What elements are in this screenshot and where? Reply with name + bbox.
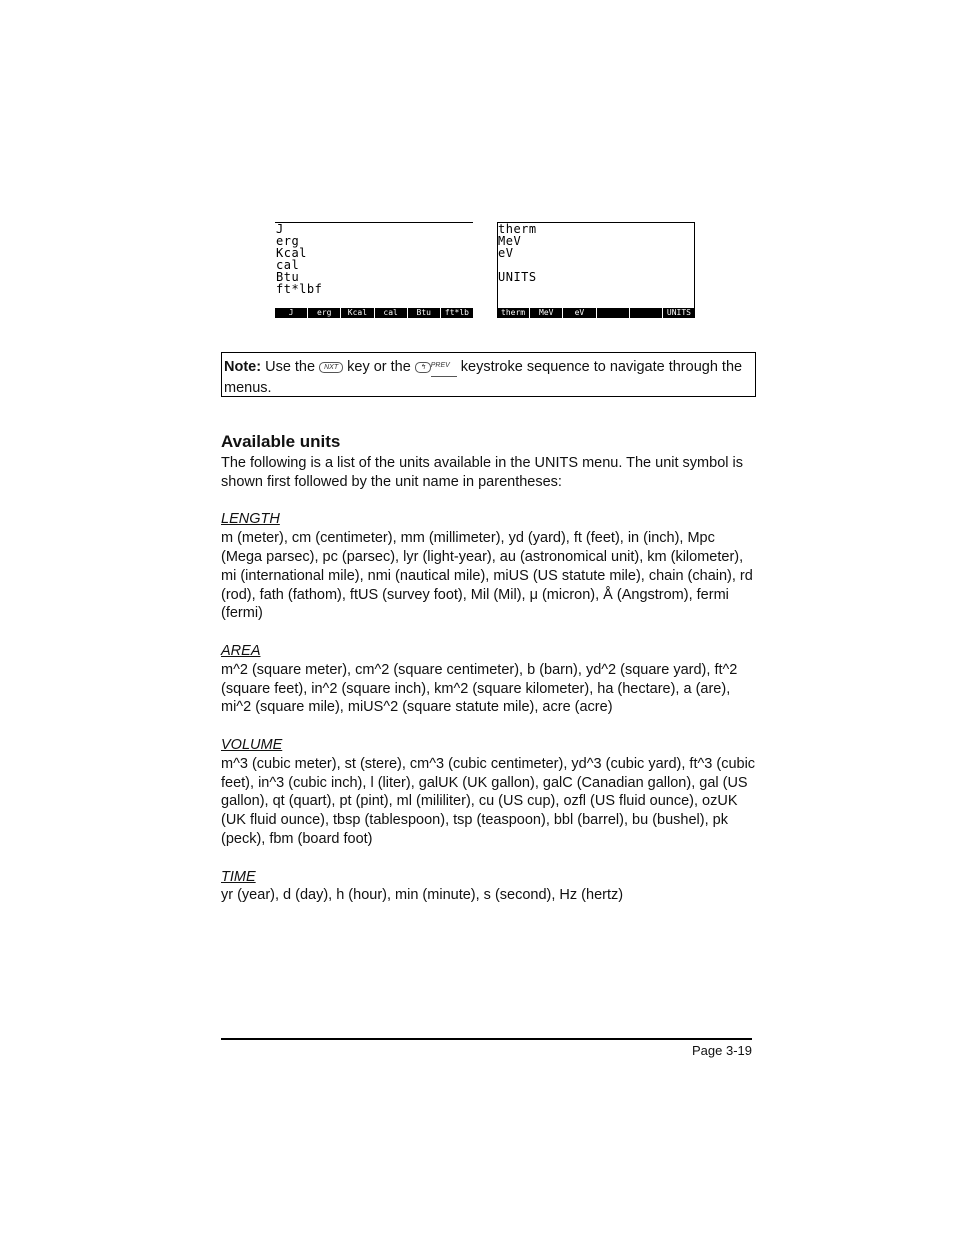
unit-section-body: m^2 (square meter), cm^2 (square centimeter), b (barn), yd^2 (square yard), ft^2 (square feet), in^2 (square inch), km^2 (square kilometer), ha (hectare), a (are), mi^2 (square mile), miUS^2 (square statute mile), acre (acre) xyxy=(221,661,738,716)
unit-section-volume xyxy=(221,736,756,849)
screen-line: Kcal xyxy=(276,246,307,260)
screen-line: eV xyxy=(498,246,514,260)
unit-section-area xyxy=(221,642,756,717)
screen-lines xyxy=(276,223,322,295)
unit-section-time xyxy=(221,868,756,906)
soft-key xyxy=(630,308,663,318)
unit-section-body: m^3 (cubic meter), st (stere), cm^3 (cubic centimeter), yd^3 (cubic yard), ft^3 (cubic feet), in^3 (cubic inch), l (liter), galUK (UK gallon), galC (Canadian gallon), gal (US gallon), qt (quart), pt (pint), ml (mililiter), cu (US cup), ozfl (US fluid ounce), ozUK (UK fluid ounce), tbsp (tablespoon), tsp (teaspoon), bbl (barrel), bu (bushel), pk (peck), fbm (board foot) xyxy=(221,755,756,847)
screen-line: UNITS xyxy=(498,270,537,284)
soft-key: eV xyxy=(563,308,596,318)
unit-section-body: yr (year), d (day), h (hour), min (minute), s (second), Hz (hertz) xyxy=(221,887,624,904)
soft-key: J xyxy=(275,308,308,318)
soft-key: Btu xyxy=(408,308,441,318)
screen-line: MeV xyxy=(498,234,522,248)
unit-section-title: AREA xyxy=(221,642,261,659)
section-heading: Available units xyxy=(221,432,341,451)
soft-menu-bar xyxy=(275,308,473,318)
calculator-screen-right xyxy=(497,222,695,318)
note-text: Use the xyxy=(265,359,316,375)
soft-key: Kcal xyxy=(341,308,374,318)
screen-line: ft*lbf xyxy=(276,282,323,296)
footer-rule xyxy=(221,1038,752,1040)
screen-line xyxy=(498,283,537,295)
calculator-screen-left xyxy=(275,222,473,318)
unit-section-title: VOLUME xyxy=(221,736,283,753)
main-content xyxy=(221,430,756,905)
soft-key: MeV xyxy=(530,308,563,318)
unit-section-body: m (meter), cm (centimeter), mm (millimeter), yd (yard), ft (feet), in (inch), Mpc (Mega parsec), pc (parsec), lyr (light-year), au (astronomical unit), km (kilometer), mi (international mile), nmi (nautical mile), miUS (US statute mile), chain (chain), rd (rod), fath (fathom), ftUS (survey foot), Mil (Mil), μ (micron), Å (Angstrom), fermi (fermi) xyxy=(221,530,753,622)
soft-key xyxy=(597,308,630,318)
unit-section-title: LENGTH xyxy=(221,511,280,528)
screen-line: therm xyxy=(498,222,537,236)
note-text: key or the xyxy=(347,359,411,375)
note-label: Note: xyxy=(224,359,262,375)
page-number: Page 3-19 xyxy=(692,1043,752,1058)
left-shift-key-icon: ↰ xyxy=(415,362,431,373)
intro-paragraph: The following is a list of the units available in the UNITS menu. The unit symbol is shown first followed by the unit name in parentheses: xyxy=(221,455,743,490)
unit-section-title: TIME xyxy=(221,868,256,885)
screen-lines xyxy=(498,223,537,295)
screen-line: Btu xyxy=(276,270,300,284)
soft-key-directory: UNITS xyxy=(666,308,691,317)
nxt-key-icon: NXT xyxy=(319,362,343,373)
screen-line: cal xyxy=(276,258,300,272)
soft-key: ft*lb xyxy=(444,308,469,317)
note-box xyxy=(221,352,756,397)
soft-menu-bar xyxy=(497,308,695,318)
prev-key-icon: PREV xyxy=(431,355,457,377)
soft-key: erg xyxy=(308,308,341,318)
screen-line: J xyxy=(276,222,284,236)
note-text: keystroke sequence to navigate through the menus. xyxy=(224,359,743,396)
unit-section-length xyxy=(221,510,756,623)
soft-key: therm xyxy=(497,308,530,318)
soft-key: cal xyxy=(375,308,408,318)
screen-line: erg xyxy=(276,234,300,248)
